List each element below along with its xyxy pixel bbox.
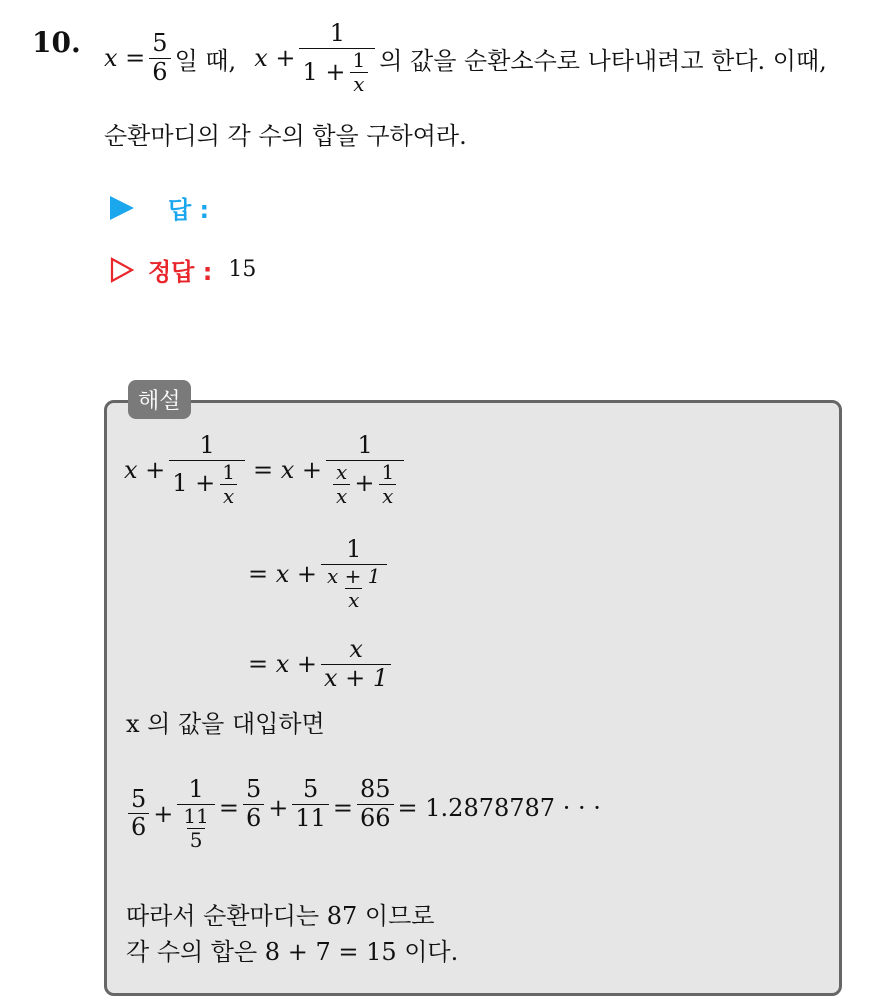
lhs-x: x + <box>124 455 166 484</box>
correct-answer-row <box>110 252 256 287</box>
solution-row-1 <box>124 432 408 508</box>
expression-fraction <box>299 20 375 96</box>
fraction-numerator: 1 <box>199 431 215 459</box>
expression-x: x + <box>254 44 296 72</box>
substitution-text: x 의 값을 대입하면 <box>126 710 325 738</box>
fraction-denominator <box>177 804 214 852</box>
condition-fraction <box>149 30 170 86</box>
fraction-denominator <box>169 460 245 508</box>
conclusion-line-2: 각 수의 합은 8 + 7 = 15 이다. <box>126 938 459 966</box>
equals-sign: = <box>218 794 239 822</box>
fraction-denominator: x + 1 <box>321 664 391 693</box>
fraction-numerator: 1 <box>329 19 345 48</box>
fraction-numerator: 1 <box>222 459 236 484</box>
inner-fraction <box>219 461 238 508</box>
fraction-numerator: 1 <box>357 431 373 459</box>
correct-answer-label: 정답 : <box>148 258 213 286</box>
fraction-numerator: 1 <box>352 47 366 72</box>
inner-fraction-a <box>333 461 350 508</box>
question-line-2: 순환마디의 각 수의 합을 구하여라. <box>104 122 467 150</box>
equals-x: = x + <box>253 455 323 484</box>
fraction-denominator: 6 <box>149 58 170 87</box>
play-triangle-icon <box>110 196 134 220</box>
fraction-numerator: 1 <box>188 775 204 803</box>
fraction-b <box>177 776 214 852</box>
fraction-denominator: 5 <box>187 828 206 852</box>
fraction-numerator: 5 <box>245 775 262 803</box>
fraction-numerator: 85 <box>360 775 391 803</box>
inner-fraction <box>180 805 211 852</box>
fraction-denominator: x <box>333 484 350 508</box>
condition-prefix: x = <box>104 44 146 72</box>
fraction-denominator: x <box>345 588 362 612</box>
solution-row-2 <box>248 536 391 612</box>
fraction-numerator: 1 <box>346 535 362 563</box>
fraction-denominator: x <box>220 484 237 508</box>
calculation-row <box>124 776 601 852</box>
fraction-e <box>357 776 394 832</box>
equals-x: = x + <box>248 559 318 588</box>
fraction-denominator: x <box>350 72 367 96</box>
fraction-numerator: 5 <box>131 784 147 813</box>
row2-fraction <box>321 536 386 612</box>
inner-fraction <box>350 49 369 96</box>
inner-fraction <box>324 565 383 612</box>
inner-fraction-b <box>378 461 397 508</box>
fraction-numerator: x <box>349 635 363 663</box>
fraction-a <box>128 786 149 842</box>
correct-answer-value: 15 <box>228 257 257 282</box>
denominator-prefix: 1 + <box>172 469 216 498</box>
solution-tag: 해설 <box>128 380 191 419</box>
denominator-prefix: 1 + <box>302 57 346 86</box>
fraction-d <box>292 776 329 832</box>
question-tail: 의 값을 순환소수로 나타내려고 한다. 이때, <box>379 46 827 75</box>
row3-fraction <box>321 636 391 692</box>
conclusion-line-1: 따라서 순환마디는 87 이므로 <box>126 902 435 930</box>
plus-sign: + <box>268 794 289 822</box>
rhs-fraction <box>326 432 404 508</box>
answer-row <box>110 190 209 225</box>
fraction-numerator: 11 <box>183 803 209 828</box>
fraction-numerator: 5 <box>152 28 168 57</box>
equals-x: = x + <box>248 650 318 679</box>
plus-sign: + <box>153 799 174 828</box>
fraction-numerator: x + 1 <box>327 563 381 588</box>
condition-suffix: 일 때, <box>174 46 237 75</box>
plus-sign: + <box>354 469 375 498</box>
fraction-denominator: 66 <box>357 804 394 833</box>
question-number: 10. <box>32 26 81 59</box>
fraction-numerator: 1 <box>381 459 395 484</box>
fraction-c <box>243 776 264 832</box>
fraction-denominator <box>321 564 386 612</box>
answer-label: 답 : <box>168 196 210 224</box>
fraction-numerator: 5 <box>302 775 319 803</box>
fraction-denominator <box>326 460 404 508</box>
fraction-denominator: 11 <box>292 804 329 833</box>
fraction-denominator: 6 <box>128 813 149 842</box>
fraction-denominator <box>299 48 375 96</box>
fraction-denominator: x <box>379 484 396 508</box>
solution-row-3 <box>248 636 395 692</box>
fraction-numerator: x <box>336 459 348 484</box>
fraction-denominator: 6 <box>243 804 264 833</box>
question-line-1 <box>104 8 827 108</box>
result-value: = 1.2878787 · · · <box>397 794 601 822</box>
equals-sign: = <box>332 794 353 822</box>
outline-triangle-icon <box>110 257 134 283</box>
lhs-fraction <box>169 432 245 508</box>
